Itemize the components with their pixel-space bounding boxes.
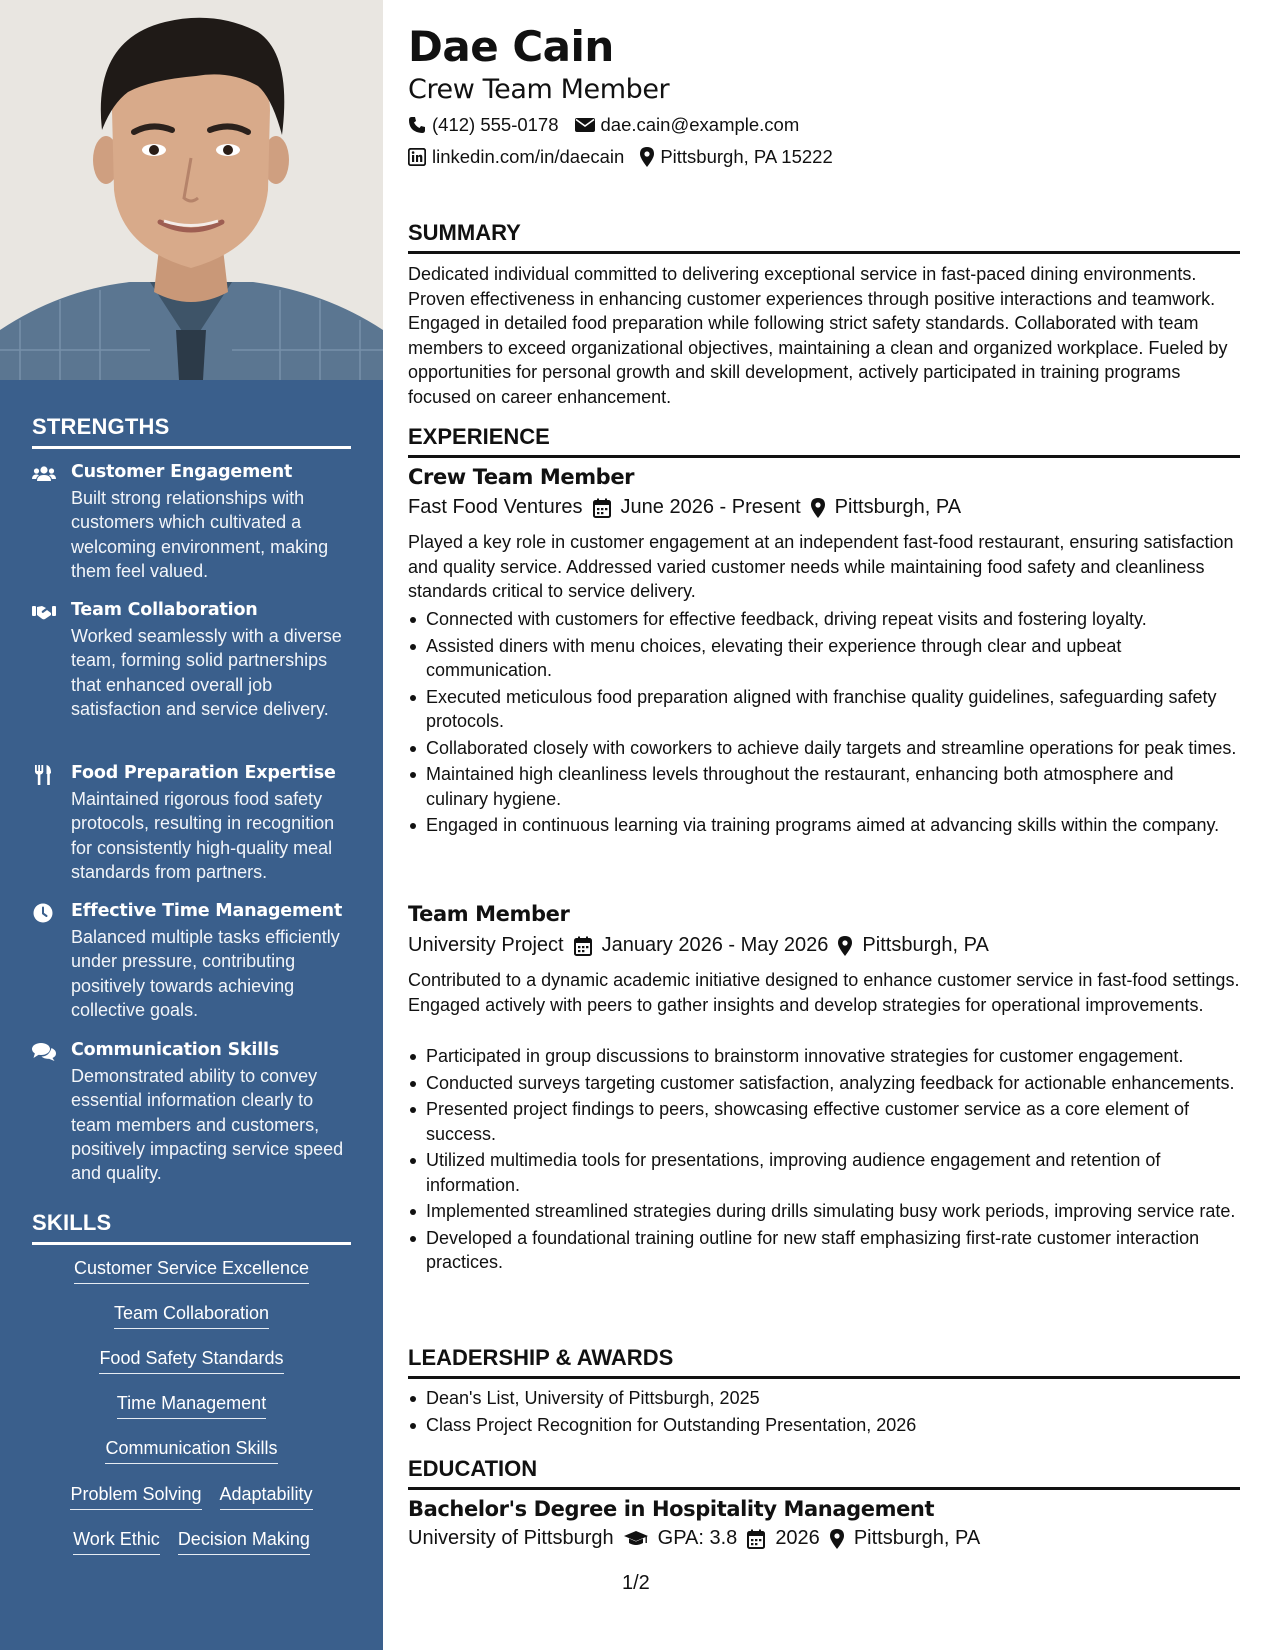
phone-icon: [408, 116, 426, 134]
list-item: Collaborated closely with coworkers to achieve daily targets and streamline operations for peak times.: [408, 736, 1240, 761]
leadership-heading: LEADERSHIP & AWARDS: [408, 1345, 1240, 1379]
skill-tag: Problem Solving: [70, 1484, 201, 1510]
skills-row: [32, 1438, 351, 1464]
list-item: Conducted surveys targeting customer satisfaction, analyzing feedback for actionable enhancements.: [408, 1071, 1240, 1096]
strength-description: Maintained rigorous food safety protocols, resulting in recognition for consistently high-quality meal standards from partners.: [71, 789, 335, 882]
summary-heading: SUMMARY: [408, 220, 1240, 254]
strength-title: Effective Time Management: [71, 901, 343, 921]
users-icon: [32, 464, 56, 484]
graduation-cap-icon: [624, 1530, 648, 1548]
job-description: Contributed to a dynamic academic initiative designed to enhance customer service in fast-food settings. Engaged actively with peers to gather insights and develop strategies for operational improvements.: [408, 970, 1240, 1015]
strength-description: Worked seamlessly with a diverse team, forming solid partnerships that enhanced overall job satisfaction and service delivery.: [71, 626, 342, 719]
candidate-title: Crew Team Member: [408, 74, 670, 105]
education-location: [830, 1527, 980, 1550]
list-item: Class Project Recognition for Outstanding Presentation, 2026: [408, 1413, 1240, 1438]
job-location-text: Pittsburgh, PA: [862, 934, 989, 956]
strength-title: Communication Skills: [71, 1040, 280, 1060]
sidebar: [0, 0, 383, 1650]
profile-photo: [0, 0, 383, 380]
skills-row: [32, 1303, 351, 1329]
list-item: Participated in group discussions to brainstorm innovative strategies for customer engagement.: [408, 1044, 1240, 1069]
skills-row: [32, 1393, 351, 1419]
map-pin-icon: [838, 936, 852, 956]
calendar-icon: [574, 936, 592, 956]
list-item: Assisted diners with menu choices, elevating their experience through clear and upbeat communication.: [408, 634, 1240, 683]
map-pin-icon: [830, 1529, 844, 1549]
list-item: Executed meticulous food preparation aligned with franchise quality guidelines, safeguarding safety protocols.: [408, 685, 1240, 734]
company-name: Fast Food Ventures: [408, 496, 583, 518]
graduation-year-text: 2026: [775, 1527, 820, 1549]
job-bullets: [408, 1044, 1240, 1277]
contact-row: [408, 114, 799, 136]
map-pin-icon: [640, 147, 654, 167]
list-item: Presented project findings to peers, showcasing effective customer service as a core element of success.: [408, 1097, 1240, 1146]
skills-heading: SKILLS: [32, 1210, 351, 1245]
email-contact: [575, 114, 800, 136]
strength-description: Demonstrated ability to convey essential information clearly to team members and customers, positively impacting service speed and quality.: [71, 1066, 344, 1184]
skills-row: [32, 1348, 351, 1374]
skill-tag: Time Management: [117, 1393, 266, 1419]
strength-description: Built strong relationships with customers which cultivated a welcoming environment, making them feel valued.: [71, 488, 329, 581]
list-item: Dean's List, University of Pittsburgh, 2025: [408, 1386, 1240, 1411]
contact-row: [408, 146, 833, 168]
experience-heading: EXPERIENCE: [408, 424, 1240, 458]
skill-tag: Decision Making: [178, 1529, 310, 1555]
job-title: Crew Team Member: [408, 465, 635, 489]
clock-icon: [32, 903, 56, 923]
job-dates-text: January 2026 - May 2026: [601, 934, 829, 956]
list-item: Utilized multimedia tools for presentations, improving audience engagement and retention of information.: [408, 1148, 1240, 1197]
linkedin-link[interactable]: linkedin.com/in/daecain: [432, 146, 625, 167]
list-item: Maintained high cleanliness levels throughout the restaurant, enhancing both atmosphere and culinary hygiene.: [408, 762, 1240, 811]
leadership-list: [408, 1386, 1240, 1439]
strength-title: Food Preparation Expertise: [71, 763, 336, 783]
skill-tag: Work Ethic: [73, 1529, 160, 1555]
job-location: [811, 496, 961, 519]
education-location-text: Pittsburgh, PA: [853, 1527, 981, 1549]
page-number: 1/2: [622, 1572, 650, 1594]
skill-tag: Team Collaboration: [114, 1303, 269, 1329]
job-location: [838, 934, 988, 957]
strength-title: Team Collaboration: [71, 600, 258, 620]
job-meta: [408, 934, 989, 957]
education-meta: [408, 1527, 980, 1550]
location-text: Pittsburgh, PA 15222: [660, 146, 833, 167]
strength-description: Balanced multiple tasks efficiently under pressure, contributing positively towards achieving collective goals.: [71, 927, 340, 1020]
job-bullets: [408, 607, 1240, 840]
gpa: [624, 1527, 738, 1550]
envelope-icon: [575, 117, 595, 133]
linkedin-icon: [408, 148, 426, 166]
job-description: Played a key role in customer engagement at an independent fast-food restaurant, ensuring satisfaction and quality service. Addressed varied customer needs while maintaining food safety and cleanliness standards critical to service delivery.: [408, 532, 1234, 601]
job-dates: [574, 934, 829, 957]
strengths-heading: STRENGTHS: [32, 414, 351, 449]
location-contact: [640, 146, 832, 168]
map-pin-icon: [811, 498, 825, 518]
skill-tag: Food Safety Standards: [99, 1348, 283, 1374]
list-item: Developed a foundational training outline for new staff emphasizing first-rate customer interaction practices.: [408, 1226, 1240, 1275]
job-title: Team Member: [408, 902, 570, 926]
calendar-icon: [747, 1529, 765, 1549]
degree-title: Bachelor's Degree in Hospitality Management: [408, 1497, 935, 1521]
list-item: Engaged in continuous learning via training programs aimed at advancing skills within the company.: [408, 813, 1240, 838]
skill-tag: Communication Skills: [105, 1438, 277, 1464]
linkedin-contact: [408, 146, 624, 168]
gpa-text: GPA: 3.8: [657, 1527, 738, 1549]
strength-title: Customer Engagement: [71, 462, 293, 482]
email-link[interactable]: dae.cain@example.com: [600, 114, 800, 135]
company-name: University Project: [408, 934, 564, 956]
school-name: University of Pittsburgh: [408, 1527, 614, 1549]
skills-row: [32, 1258, 351, 1284]
job-location-text: Pittsburgh, PA: [834, 496, 962, 518]
handshake-icon: [32, 602, 56, 622]
list-item: Implemented streamlined strategies during drills simulating busy work periods, improving service rate.: [408, 1199, 1240, 1224]
job-dates: [593, 496, 801, 519]
phone-contact: [408, 114, 559, 136]
skill-tag: Adaptability: [220, 1484, 313, 1510]
graduation-year: [747, 1527, 820, 1550]
phone-number[interactable]: (412) 555-0178: [432, 114, 559, 135]
comments-icon: [32, 1042, 56, 1062]
list-item: Connected with customers for effective feedback, driving repeat visits and fostering loyalty.: [408, 607, 1240, 632]
candidate-name: Dae Cain: [408, 22, 614, 71]
job-dates-text: June 2026 - Present: [620, 496, 801, 518]
skills-row: [32, 1529, 351, 1555]
education-heading: EDUCATION: [408, 1456, 1240, 1490]
skills-row: [32, 1484, 351, 1510]
utensils-icon: [32, 765, 56, 785]
skill-tag: Customer Service Excellence: [74, 1258, 309, 1284]
calendar-icon: [593, 498, 611, 518]
job-meta: [408, 496, 961, 519]
summary-text: Dedicated individual committed to delivering exceptional service in fast-paced dining environments. Proven effectiveness in enhancing customer experiences through positive interactions and teamwork. Engaged in detailed food preparation while following strict safety standards. Collaborated with team members to exceed organizational objectives, maintaining a clean and organized workplace. Fueled by opportunities for personal growth and skill development, actively participated in training programs focused on career enhancement.: [408, 264, 1228, 407]
